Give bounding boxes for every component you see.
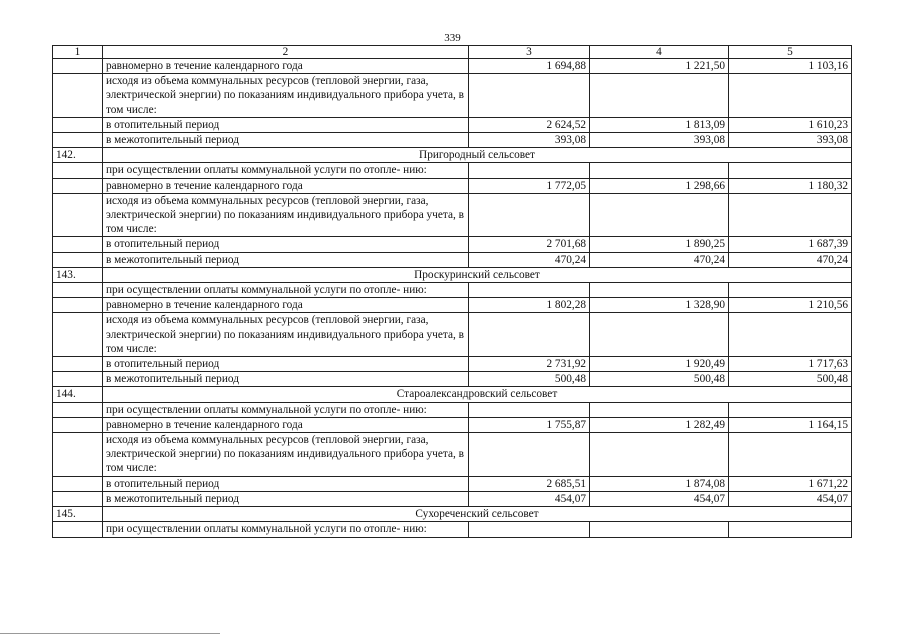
section-index: 145.	[53, 507, 103, 522]
row-label: в отопительный период	[103, 237, 469, 252]
row-label: равномерно в течение календарного года	[103, 298, 469, 313]
value-col4: 1 890,25	[590, 237, 729, 252]
empty-cell	[590, 74, 729, 118]
section-index: 144.	[53, 387, 103, 402]
value-col4: 1 298,66	[590, 178, 729, 193]
row-label: в межотопительный период	[103, 491, 469, 506]
empty-cell	[590, 313, 729, 357]
row-label: в межотопительный период	[103, 252, 469, 267]
row-index-cell	[53, 298, 103, 313]
value-col5: 1 687,39	[729, 237, 852, 252]
value-col4: 1 920,49	[590, 357, 729, 372]
section-row	[53, 387, 852, 402]
note-row	[53, 163, 852, 178]
row-index-cell	[53, 133, 103, 148]
empty-cell	[469, 193, 590, 237]
value-col3: 393,08	[469, 133, 590, 148]
table-row	[53, 117, 852, 132]
section-index: 143.	[53, 267, 103, 282]
value-col4: 1 282,49	[590, 417, 729, 432]
table-row	[53, 133, 852, 148]
value-col4: 393,08	[590, 133, 729, 148]
row-note: исходя из объема коммунальных ресурсов (тепловой энергии, газа, электрической энергии) по показаниям индивидуального прибора учета, в том числе:	[103, 433, 469, 477]
value-col4: 1 874,08	[590, 476, 729, 491]
row-index-cell	[53, 74, 103, 118]
value-col4: 1 813,09	[590, 117, 729, 132]
value-col5: 1 180,32	[729, 178, 852, 193]
row-index-cell	[53, 59, 103, 74]
value-col3: 454,07	[469, 491, 590, 506]
section-row	[53, 507, 852, 522]
empty-cell	[590, 193, 729, 237]
table-row	[53, 417, 852, 432]
row-index-cell	[53, 433, 103, 477]
empty-cell	[469, 402, 590, 417]
empty-cell	[729, 163, 852, 178]
value-col3: 1 772,05	[469, 178, 590, 193]
empty-cell	[729, 402, 852, 417]
row-note: исходя из объема коммунальных ресурсов (тепловой энергии, газа, электрической энергии) по показаниям индивидуального прибора учета, в том числе:	[103, 193, 469, 237]
row-label: в межотопительный период	[103, 133, 469, 148]
row-label: в отопительный период	[103, 357, 469, 372]
table-row	[53, 237, 852, 252]
row-label: равномерно в течение календарного года	[103, 178, 469, 193]
empty-cell	[469, 522, 590, 537]
page-number: 339	[444, 32, 461, 44]
value-col3: 470,24	[469, 252, 590, 267]
note-row	[53, 283, 852, 298]
value-col5: 1 610,23	[729, 117, 852, 132]
column-header: 1	[53, 46, 103, 59]
row-index-cell	[53, 252, 103, 267]
row-index-cell	[53, 283, 103, 298]
row-index-cell	[53, 193, 103, 237]
table-body	[53, 59, 852, 538]
empty-cell	[729, 74, 852, 118]
value-col3: 500,48	[469, 372, 590, 387]
value-col3: 2 685,51	[469, 476, 590, 491]
empty-cell	[590, 522, 729, 537]
table-row	[53, 372, 852, 387]
row-index-cell	[53, 117, 103, 132]
value-col3: 2 624,52	[469, 117, 590, 132]
note-row	[53, 74, 852, 118]
section-title: Проскуринский сельсовет	[103, 267, 852, 282]
value-col4: 500,48	[590, 372, 729, 387]
row-note: при осуществлении оплаты коммунальной услуги по отопле- нию:	[103, 522, 469, 537]
value-col3: 1 755,87	[469, 417, 590, 432]
table-row	[53, 357, 852, 372]
empty-cell	[729, 283, 852, 298]
empty-cell	[469, 433, 590, 477]
section-title: Староалександровский сельсовет	[103, 387, 852, 402]
value-col4: 1 328,90	[590, 298, 729, 313]
value-col5: 470,24	[729, 252, 852, 267]
table-header-row	[53, 46, 852, 59]
row-label: равномерно в течение календарного года	[103, 417, 469, 432]
row-index-cell	[53, 313, 103, 357]
note-row	[53, 433, 852, 477]
value-col5: 1 717,63	[729, 357, 852, 372]
value-col4: 1 221,50	[590, 59, 729, 74]
footnote-divider	[0, 633, 220, 634]
row-index-cell	[53, 417, 103, 432]
row-index-cell	[53, 163, 103, 178]
section-index: 142.	[53, 148, 103, 163]
value-col5: 1 164,15	[729, 417, 852, 432]
section-title: Пригородный сельсовет	[103, 148, 852, 163]
table-row	[53, 476, 852, 491]
empty-cell	[590, 283, 729, 298]
empty-cell	[590, 163, 729, 178]
row-note: исходя из объема коммунальных ресурсов (тепловой энергии, газа, электрической энергии) по показаниям индивидуального прибора учета, в том числе:	[103, 313, 469, 357]
column-header: 2	[103, 46, 469, 59]
table-row	[53, 491, 852, 506]
row-index-cell	[53, 522, 103, 537]
value-col3: 1 694,88	[469, 59, 590, 74]
row-index-cell	[53, 178, 103, 193]
value-col5: 500,48	[729, 372, 852, 387]
row-index-cell	[53, 402, 103, 417]
empty-cell	[729, 522, 852, 537]
tariff-table	[52, 45, 852, 538]
value-col5: 1 210,56	[729, 298, 852, 313]
empty-cell	[729, 433, 852, 477]
value-col5: 1 671,22	[729, 476, 852, 491]
value-col3: 1 802,28	[469, 298, 590, 313]
value-col5: 454,07	[729, 491, 852, 506]
empty-cell	[469, 313, 590, 357]
value-col5: 393,08	[729, 133, 852, 148]
value-col3: 2 701,68	[469, 237, 590, 252]
row-note: исходя из объема коммунальных ресурсов (тепловой энергии, газа, электрической энергии) по показаниям индивидуального прибора учета, в том числе:	[103, 74, 469, 118]
row-index-cell	[53, 357, 103, 372]
table-row	[53, 59, 852, 74]
note-row	[53, 402, 852, 417]
empty-cell	[729, 313, 852, 357]
empty-cell	[590, 433, 729, 477]
row-index-cell	[53, 491, 103, 506]
row-note: при осуществлении оплаты коммунальной услуги по отопле- нию:	[103, 402, 469, 417]
empty-cell	[469, 163, 590, 178]
empty-cell	[590, 402, 729, 417]
row-index-cell	[53, 372, 103, 387]
empty-cell	[469, 283, 590, 298]
value-col5: 1 103,16	[729, 59, 852, 74]
row-label: в отопительный период	[103, 476, 469, 491]
row-label: в межотопительный период	[103, 372, 469, 387]
note-row	[53, 313, 852, 357]
value-col4: 470,24	[590, 252, 729, 267]
section-row	[53, 148, 852, 163]
table-row	[53, 252, 852, 267]
row-index-cell	[53, 237, 103, 252]
column-header: 5	[729, 46, 852, 59]
note-row	[53, 193, 852, 237]
empty-cell	[729, 193, 852, 237]
table-row	[53, 178, 852, 193]
row-label: в отопительный период	[103, 117, 469, 132]
note-row	[53, 522, 852, 537]
row-index-cell	[53, 476, 103, 491]
table-row	[53, 298, 852, 313]
value-col3: 2 731,92	[469, 357, 590, 372]
section-title: Сухореченский сельсовет	[103, 507, 852, 522]
section-row	[53, 267, 852, 282]
row-note: при осуществлении оплаты коммунальной услуги по отопле- нию:	[103, 283, 469, 298]
row-label: равномерно в течение календарного года	[103, 59, 469, 74]
empty-cell	[469, 74, 590, 118]
column-header: 4	[590, 46, 729, 59]
value-col4: 454,07	[590, 491, 729, 506]
row-note: при осуществлении оплаты коммунальной услуги по отопле- нию:	[103, 163, 469, 178]
column-header: 3	[469, 46, 590, 59]
